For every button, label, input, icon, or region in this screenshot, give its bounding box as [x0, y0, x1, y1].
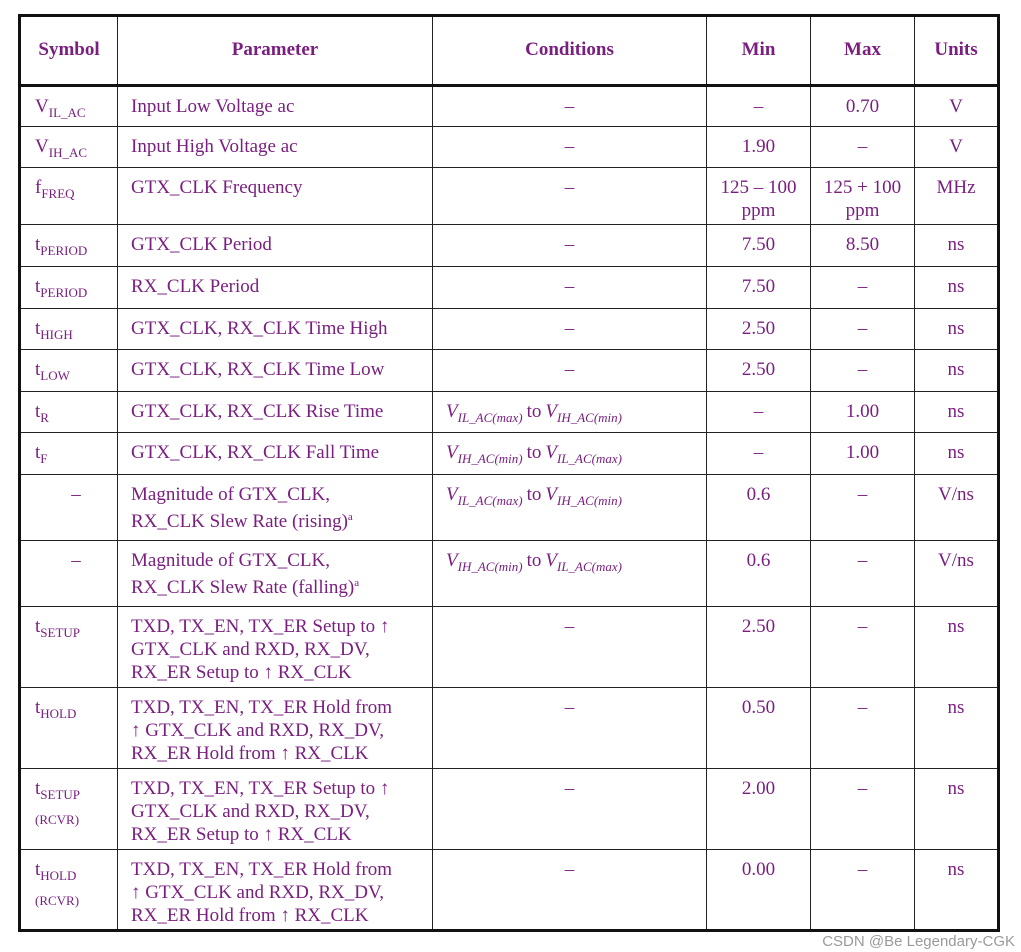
parameter-line: Input Low Voltage ac: [131, 96, 295, 117]
max-cell: –: [811, 850, 915, 931]
symbol-cell: [20, 541, 118, 607]
header-parameter: Parameter: [118, 16, 433, 86]
conditions-cell: [433, 433, 707, 475]
symbol-main: t: [35, 401, 41, 422]
conditions-cell: [433, 392, 707, 433]
symbol-subscript: IL_AC: [48, 105, 86, 120]
units-cell: ns: [915, 769, 999, 850]
table-row: [20, 607, 999, 688]
max-cell: –: [811, 267, 915, 309]
table-row: [20, 850, 999, 931]
condition-to-word: to: [526, 442, 542, 463]
units-cell: ns: [915, 433, 999, 475]
conditions-cell: –: [433, 267, 707, 309]
table-row: [20, 86, 999, 127]
parameter-line: RX_ER Hold from ↑ RX_CLK: [131, 743, 369, 764]
parameter-cell: [118, 541, 433, 607]
symbol-cell: [20, 86, 118, 127]
symbol-main: –: [71, 484, 81, 505]
condition-from-subscript: IH_AC(min): [457, 451, 523, 466]
parameter-cell: [118, 168, 433, 225]
condition-to-word: to: [526, 550, 542, 571]
max-cell: 0.70: [811, 86, 915, 127]
header-min: Min: [707, 16, 811, 86]
condition-to-symbol: V: [545, 484, 557, 505]
symbol-cell: [20, 168, 118, 225]
condition-to: [545, 401, 622, 425]
table-row: [20, 541, 999, 607]
condition-to-subscript: IH_AC(min): [557, 493, 622, 508]
min-cell: –: [707, 433, 811, 475]
header-conditions: Conditions: [433, 16, 707, 86]
condition-from: [446, 442, 523, 466]
units-cell: ns: [915, 350, 999, 392]
symbol-subscript: HOLD: [40, 868, 77, 883]
condition-to-subscript: IH_AC(min): [557, 410, 622, 425]
symbol-subscript: PERIOD: [40, 243, 88, 258]
conditions-cell: [433, 475, 707, 541]
symbol-subscript: F: [40, 451, 48, 466]
min-cell: 0.50: [707, 688, 811, 769]
parameter-line: ↑ GTX_CLK and RXD, RX_DV,: [131, 882, 384, 903]
condition-to-symbol: V: [545, 401, 557, 422]
max-cell: –: [811, 127, 915, 168]
header-row: [20, 16, 999, 86]
min-cell: 0.00: [707, 850, 811, 931]
condition-to-symbol: V: [545, 550, 557, 571]
symbol-subscript: R: [40, 410, 49, 425]
symbol-main: f: [35, 177, 42, 198]
condition-to-word: to: [526, 401, 542, 422]
condition-from-symbol: V: [446, 442, 458, 463]
parameter-line: RX_ER Setup to ↑ RX_CLK: [131, 824, 352, 845]
table-row: [20, 267, 999, 309]
min-cell: –: [707, 392, 811, 433]
symbol-cell: [20, 392, 118, 433]
table-row: [20, 688, 999, 769]
min-cell: –: [707, 86, 811, 127]
max-cell: 125 + 100 ppm: [811, 168, 915, 225]
symbol-main: –: [71, 550, 81, 571]
conditions-cell: [433, 541, 707, 607]
symbol-main: t: [35, 859, 41, 880]
conditions-cell: –: [433, 225, 707, 267]
conditions-cell: –: [433, 309, 707, 350]
symbol-main: t: [35, 234, 41, 255]
symbol-cell: [20, 225, 118, 267]
table-row: [20, 433, 999, 475]
symbol-main: t: [35, 778, 41, 799]
condition-to: [545, 484, 622, 508]
parameter-line: Input High Voltage ac: [131, 136, 298, 157]
timing-spec-table: [18, 14, 1000, 932]
symbol-cell: [20, 127, 118, 168]
symbol-note: (RCVR): [35, 893, 80, 908]
conditions-cell: –: [433, 350, 707, 392]
symbol-cell: [20, 850, 118, 931]
table-row: [20, 350, 999, 392]
symbol-main: t: [35, 318, 41, 339]
parameter-line: TXD, TX_EN, TX_ER Hold from: [131, 859, 393, 880]
table-row: [20, 168, 999, 225]
condition-to-subscript: IL_AC(max): [557, 559, 622, 574]
units-cell: V: [915, 127, 999, 168]
symbol-cell: [20, 309, 118, 350]
condition-from: [446, 401, 523, 425]
max-cell: 1.00: [811, 433, 915, 475]
symbol-cell: [20, 769, 118, 850]
conditions-cell: –: [433, 688, 707, 769]
max-cell: –: [811, 607, 915, 688]
header-symbol: Symbol: [20, 16, 118, 86]
table-body: [20, 86, 999, 931]
symbol-main: V: [35, 96, 49, 117]
max-cell: –: [811, 769, 915, 850]
symbol-cell: [20, 267, 118, 309]
units-cell: V: [915, 86, 999, 127]
condition-to-word: to: [526, 484, 542, 505]
min-cell: 125 – 100 ppm: [707, 168, 811, 225]
min-cell: 0.6: [707, 541, 811, 607]
symbol-main: V: [35, 136, 49, 157]
condition-to: [545, 550, 622, 574]
footnote-marker: a: [347, 511, 353, 523]
symbol-cell: [20, 433, 118, 475]
condition-from-symbol: V: [446, 550, 458, 571]
units-cell: ns: [915, 267, 999, 309]
symbol-main: t: [35, 359, 41, 380]
parameter-line: ↑ GTX_CLK and RXD, RX_DV,: [131, 720, 384, 741]
parameter-line: GTX_CLK and RXD, RX_DV,: [131, 639, 370, 660]
parameter-line: Magnitude of GTX_CLK,: [131, 484, 330, 505]
parameter-cell: [118, 607, 433, 688]
condition-from-symbol: V: [446, 401, 458, 422]
parameter-cell: [118, 350, 433, 392]
min-cell: 1.90: [707, 127, 811, 168]
condition-to: [545, 442, 622, 466]
symbol-cell: [20, 607, 118, 688]
table-row: [20, 475, 999, 541]
parameter-line: GTX_CLK, RX_CLK Fall Time: [131, 442, 380, 463]
symbol-main: t: [35, 697, 41, 718]
parameter-text: RX_CLK Slew Rate (rising): [131, 511, 348, 532]
condition-from-subscript: IL_AC(max): [457, 410, 523, 425]
symbol-main: t: [35, 616, 41, 637]
parameter-line: TXD, TX_EN, TX_ER Setup to ↑: [131, 778, 390, 799]
condition-from: [446, 484, 523, 508]
max-cell: –: [811, 541, 915, 607]
max-cell: 8.50: [811, 225, 915, 267]
footnote-marker: a: [354, 577, 360, 589]
min-cell: 7.50: [707, 225, 811, 267]
parameter-line: GTX_CLK, RX_CLK Time High: [131, 318, 388, 339]
max-cell: –: [811, 309, 915, 350]
parameter-cell: [118, 309, 433, 350]
units-cell: ns: [915, 225, 999, 267]
units-cell: ns: [915, 607, 999, 688]
parameter-cell: [118, 769, 433, 850]
symbol-subscript: LOW: [40, 368, 70, 383]
units-cell: V/ns: [915, 541, 999, 607]
table-row: [20, 225, 999, 267]
max-cell: –: [811, 475, 915, 541]
symbol-main: t: [35, 442, 41, 463]
parameter-line: GTX_CLK Period: [131, 234, 272, 255]
parameter-cell: [118, 86, 433, 127]
conditions-cell: –: [433, 850, 707, 931]
parameter-line: [131, 506, 432, 533]
parameter-line: GTX_CLK and RXD, RX_DV,: [131, 801, 370, 822]
conditions-cell: –: [433, 127, 707, 168]
symbol-cell: [20, 350, 118, 392]
parameter-cell: [118, 225, 433, 267]
symbol-subscript: HOLD: [40, 706, 77, 721]
parameter-cell: [118, 127, 433, 168]
symbol-subscript: SETUP: [40, 787, 81, 802]
parameter-cell: [118, 392, 433, 433]
conditions-cell: –: [433, 168, 707, 225]
table-row: [20, 309, 999, 350]
parameter-line: [131, 572, 432, 599]
max-cell: –: [811, 350, 915, 392]
units-cell: ns: [915, 850, 999, 931]
condition-from-subscript: IH_AC(min): [457, 559, 523, 574]
parameter-line: GTX_CLK, RX_CLK Rise Time: [131, 401, 384, 422]
header-units: Units: [915, 16, 999, 86]
min-cell: 2.50: [707, 309, 811, 350]
condition-to-symbol: V: [545, 442, 557, 463]
min-cell: 2.00: [707, 769, 811, 850]
min-cell: 7.50: [707, 267, 811, 309]
symbol-subscript: HIGH: [40, 327, 73, 342]
header-max: Max: [811, 16, 915, 86]
parameter-line: GTX_CLK Frequency: [131, 177, 303, 198]
parameter-cell: [118, 433, 433, 475]
symbol-subscript: PERIOD: [40, 285, 88, 300]
symbol-cell: [20, 475, 118, 541]
units-cell: V/ns: [915, 475, 999, 541]
min-cell: 0.6: [707, 475, 811, 541]
parameter-line: Magnitude of GTX_CLK,: [131, 550, 330, 571]
units-cell: ns: [915, 392, 999, 433]
conditions-cell: –: [433, 769, 707, 850]
min-cell: 2.50: [707, 607, 811, 688]
units-cell: ns: [915, 688, 999, 769]
parameter-text: RX_CLK Slew Rate (falling): [131, 577, 355, 598]
symbol-main: t: [35, 276, 41, 297]
parameter-cell: [118, 850, 433, 931]
parameter-cell: [118, 267, 433, 309]
min-cell: 2.50: [707, 350, 811, 392]
parameter-line: RX_ER Hold from ↑ RX_CLK: [131, 905, 369, 926]
parameter-cell: [118, 688, 433, 769]
condition-from: [446, 550, 523, 574]
watermark: CSDN @Be Legendary-CGK: [822, 933, 1015, 950]
condition-from-symbol: V: [446, 484, 458, 505]
parameter-line: RX_ER Setup to ↑ RX_CLK: [131, 662, 352, 683]
condition-to-subscript: IL_AC(max): [557, 451, 622, 466]
symbol-subscript: SETUP: [40, 625, 81, 640]
condition-from-subscript: IL_AC(max): [457, 493, 523, 508]
parameter-line: TXD, TX_EN, TX_ER Setup to ↑: [131, 616, 390, 637]
parameter-line: TXD, TX_EN, TX_ER Hold from: [131, 697, 393, 718]
parameter-line: RX_CLK Period: [131, 276, 260, 297]
max-cell: –: [811, 688, 915, 769]
symbol-note: (RCVR): [35, 812, 80, 827]
units-cell: ns: [915, 309, 999, 350]
conditions-cell: –: [433, 607, 707, 688]
table-row: [20, 392, 999, 433]
symbol-subscript: FREQ: [41, 186, 75, 201]
max-cell: 1.00: [811, 392, 915, 433]
conditions-cell: –: [433, 86, 707, 127]
parameter-cell: [118, 475, 433, 541]
parameter-line: GTX_CLK, RX_CLK Time Low: [131, 359, 385, 380]
symbol-subscript: IH_AC: [48, 145, 88, 160]
symbol-cell: [20, 688, 118, 769]
units-cell: MHz: [915, 168, 999, 225]
table-row: [20, 769, 999, 850]
table-row: [20, 127, 999, 168]
